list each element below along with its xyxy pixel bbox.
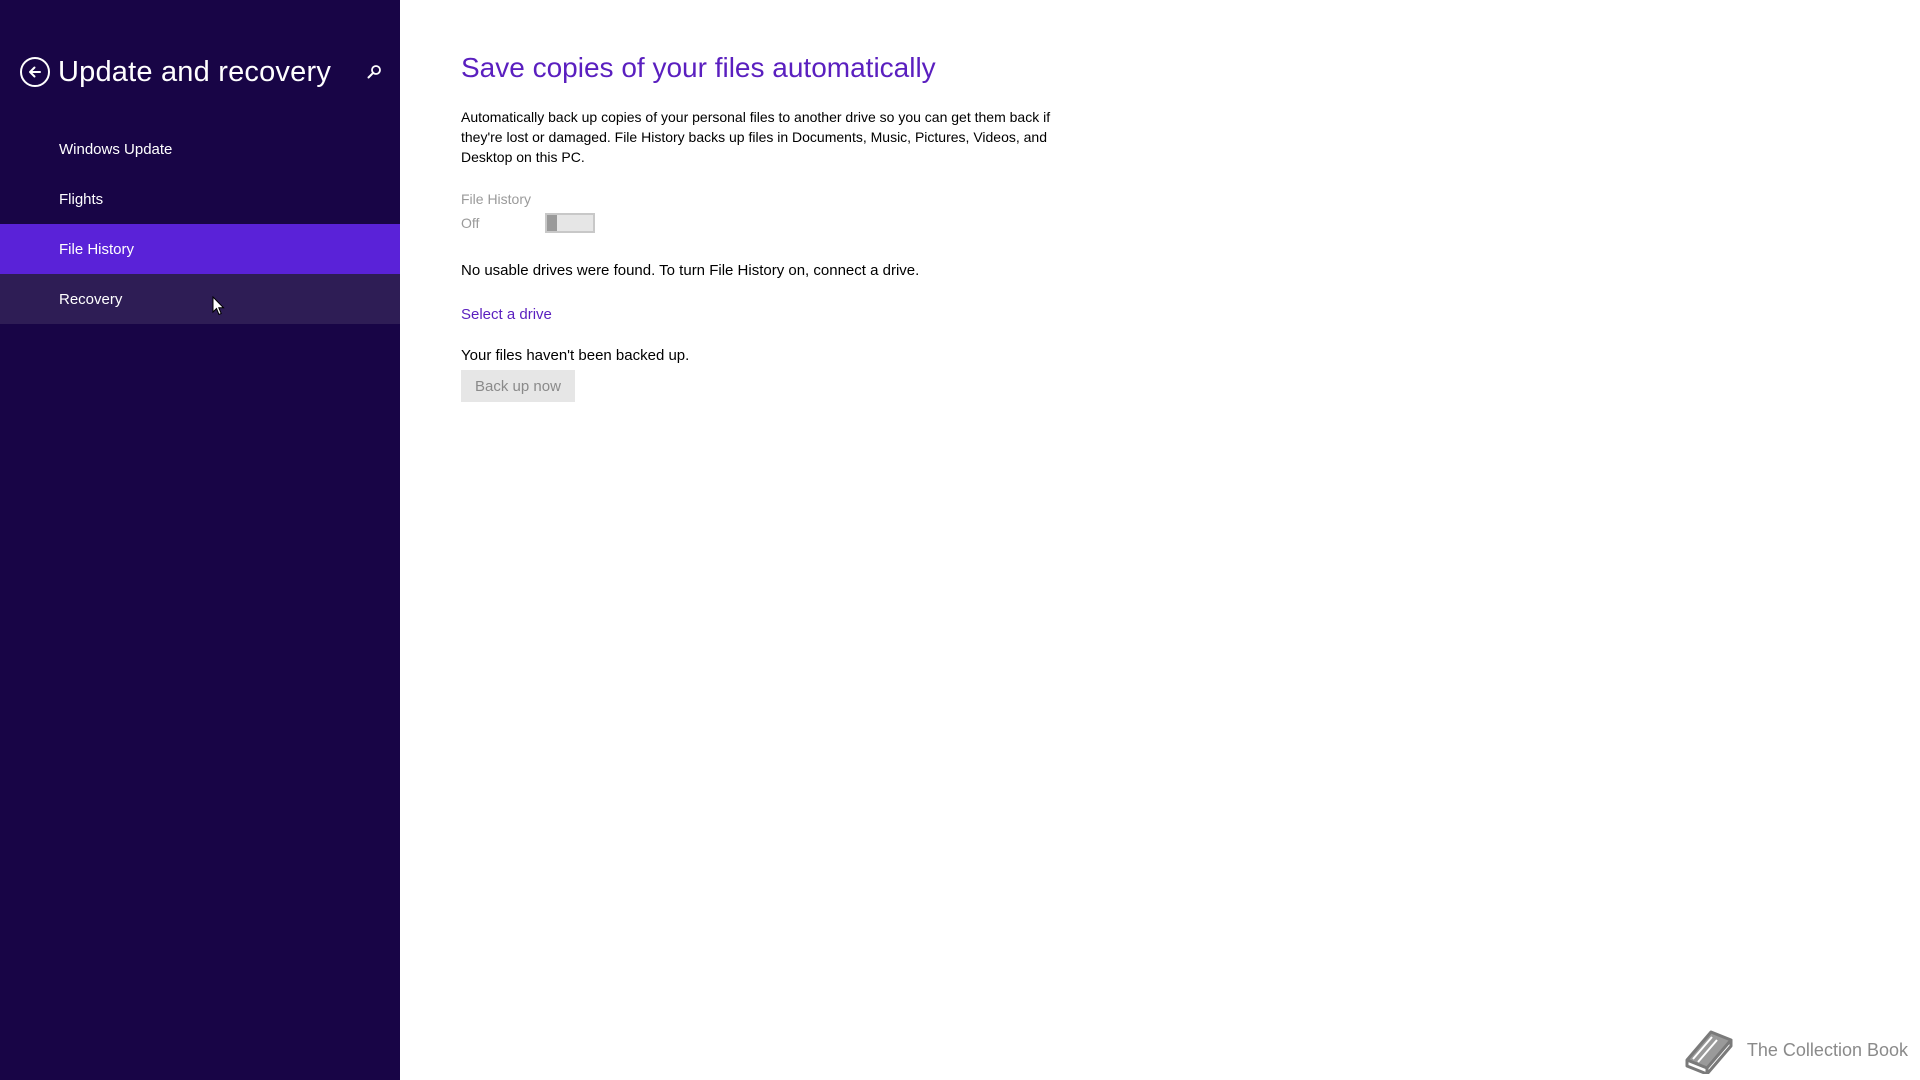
watermark-text: The Collection Book [1746,1039,1908,1060]
back-button[interactable] [20,57,50,87]
sidebar-item-label: File History [59,240,135,258]
search-button[interactable] [362,60,386,84]
sidebar-item-windows-update[interactable] [0,124,400,174]
sidebar-header [20,52,386,92]
backup-status-text: Your files haven't been backed up. [461,347,690,364]
sidebar-item-label: Recovery [59,290,123,308]
file-history-toggle-label: File History [461,191,532,207]
file-history-toggle[interactable] [545,213,595,233]
book-icon [1681,1026,1735,1074]
select-drive-link[interactable]: Select a drive [461,306,552,323]
page-section-title: Update and recovery [58,55,332,88]
back-up-now-button[interactable]: Back up now [461,370,575,402]
sidebar-item-flights[interactable] [0,174,400,224]
watermark [1681,1026,1908,1074]
sidebar-item-label: Flights [59,190,104,208]
search-icon [366,64,382,80]
sidebar-item-recovery[interactable] [0,274,400,324]
sidebar-item-file-history[interactable] [0,224,400,274]
sidebar-nav [0,124,400,324]
page-title: Save copies of your files automatically [461,52,936,83]
sidebar [0,0,400,1080]
toggle-thumb [547,215,557,231]
no-drives-message: No usable drives were found. To turn File History on, connect a drive. [461,262,920,279]
main-content [400,0,1920,1080]
back-arrow-icon [27,64,43,80]
description-text: Automatically back up copies of your personal files to another drive so you can get them back if they're lost or damaged. File History backs up files in Documents, Music, Pictures, Videos, and Desktop on this PC. [461,109,1051,165]
sidebar-item-label: Windows Update [59,140,173,158]
file-history-toggle-state: Off [461,215,480,231]
